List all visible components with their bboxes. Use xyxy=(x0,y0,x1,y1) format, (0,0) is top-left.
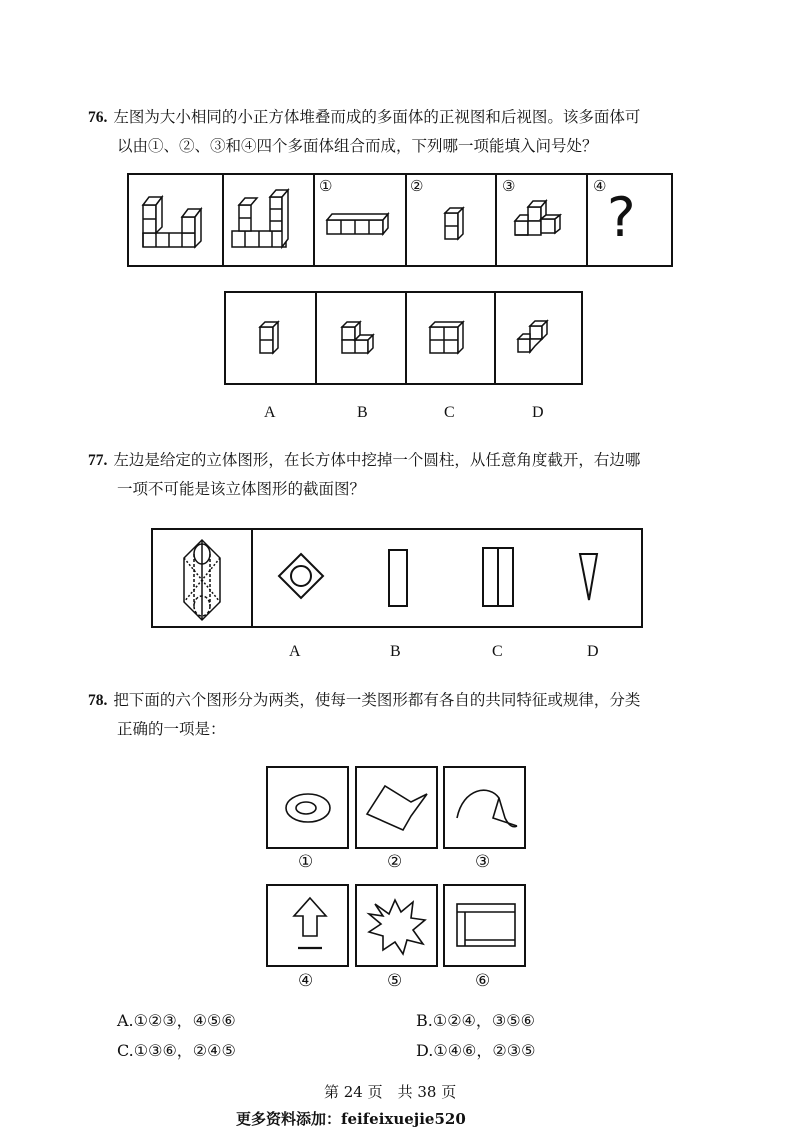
question-text-line1: 左边是给定的立体图形，在长方体中挖掉一个圆柱，从任意角度截开，右边哪 xyxy=(113,451,641,469)
piece-label-3: ③ xyxy=(502,177,516,195)
option-label-b[interactable]: B xyxy=(357,404,368,421)
option-c-figure xyxy=(479,544,519,610)
window-figure xyxy=(453,900,521,954)
option-a-figure xyxy=(258,319,288,359)
option-b-figure xyxy=(385,546,415,610)
option-label-a[interactable]: A xyxy=(264,404,276,421)
figure-label-2: ② xyxy=(387,852,403,872)
question-text-line2: 正确的一项是： xyxy=(117,720,226,738)
figure-label-3: ③ xyxy=(475,852,491,872)
question-number: 78. xyxy=(88,692,108,709)
divider xyxy=(405,293,407,383)
question-number: 76. xyxy=(88,109,108,126)
figure-label-6: ⑥ xyxy=(475,971,491,991)
front-view-figure xyxy=(139,183,211,255)
figure-5 xyxy=(355,884,438,967)
figure-label-5: ⑤ xyxy=(387,971,403,991)
burst-figure xyxy=(365,896,431,958)
option-label-c[interactable]: C xyxy=(492,643,503,660)
option-label-d[interactable]: D xyxy=(532,404,544,421)
option-d-figure xyxy=(577,550,603,606)
curve-figure xyxy=(453,778,521,838)
divider xyxy=(251,530,253,626)
option-label-a[interactable]: A xyxy=(289,643,301,660)
divider xyxy=(222,175,224,265)
piece-2-figure xyxy=(443,205,473,241)
figure-3 xyxy=(443,766,526,849)
option-c-figure xyxy=(426,319,470,359)
question-number: 77. xyxy=(88,452,108,469)
answer-option-c[interactable]: C.①③⑥，②④⑤ xyxy=(117,1041,236,1060)
figure-6 xyxy=(443,884,526,967)
divider xyxy=(494,293,496,383)
figure-4 xyxy=(266,884,349,967)
answer-option-a[interactable]: A.①②③，④⑤⑥ xyxy=(117,1011,236,1030)
divider xyxy=(586,175,588,265)
piece-label-1: ① xyxy=(319,177,333,195)
question-text-line2: 以由①、②、③和④四个多面体组合而成，下列哪一项能填入问号处？ xyxy=(117,137,598,155)
divider xyxy=(405,175,407,265)
question-text-line1: 把下面的六个图形分为两类，使每一类图形都有各自的共同特征或规律，分类 xyxy=(113,691,641,709)
page-number: 第 24 页 共 38 页 xyxy=(324,1083,457,1101)
divider xyxy=(313,175,315,265)
question-78 xyxy=(88,686,728,744)
question-text-line1: 左图为大小相同的小正方体堆叠而成的多面体的正视图和后视图。该多面体可 xyxy=(113,108,641,126)
question-text-line2: 一项不可能是该立体图形的截面图？ xyxy=(117,480,366,498)
answer-option-b[interactable]: B.①②④，③⑤⑥ xyxy=(416,1011,535,1030)
option-b-figure xyxy=(338,319,378,359)
ellipse-figure xyxy=(282,788,334,828)
divider xyxy=(495,175,497,265)
q77-figure-strip xyxy=(151,528,643,628)
question-76 xyxy=(88,103,728,161)
back-view-figure xyxy=(230,183,302,255)
answer-option-d[interactable]: D.①④⑥，②③⑤ xyxy=(416,1041,536,1060)
q76-figure-strip xyxy=(127,173,673,267)
q76-options-strip xyxy=(224,291,583,385)
solid-figure xyxy=(178,536,228,622)
option-label-c[interactable]: C xyxy=(444,404,455,421)
figure-2 xyxy=(355,766,438,849)
piece-label-2: ② xyxy=(410,177,424,195)
polygon-figure xyxy=(363,782,433,838)
arrow-figure xyxy=(290,894,330,960)
figure-1 xyxy=(266,766,349,849)
contact-note: 更多资料添加：feifeixuejie520 xyxy=(236,1110,466,1128)
question-mark: ? xyxy=(607,186,636,249)
piece-1-figure xyxy=(325,210,395,240)
option-label-b[interactable]: B xyxy=(390,643,401,660)
figure-label-4: ④ xyxy=(298,971,314,991)
option-d-figure xyxy=(514,319,558,359)
figure-label-1: ① xyxy=(298,852,314,872)
divider xyxy=(315,293,317,383)
piece-label-4: ④ xyxy=(593,177,607,195)
question-77 xyxy=(88,446,728,504)
piece-3-figure xyxy=(509,197,569,247)
option-label-d[interactable]: D xyxy=(587,643,599,660)
option-a-figure xyxy=(273,550,329,606)
